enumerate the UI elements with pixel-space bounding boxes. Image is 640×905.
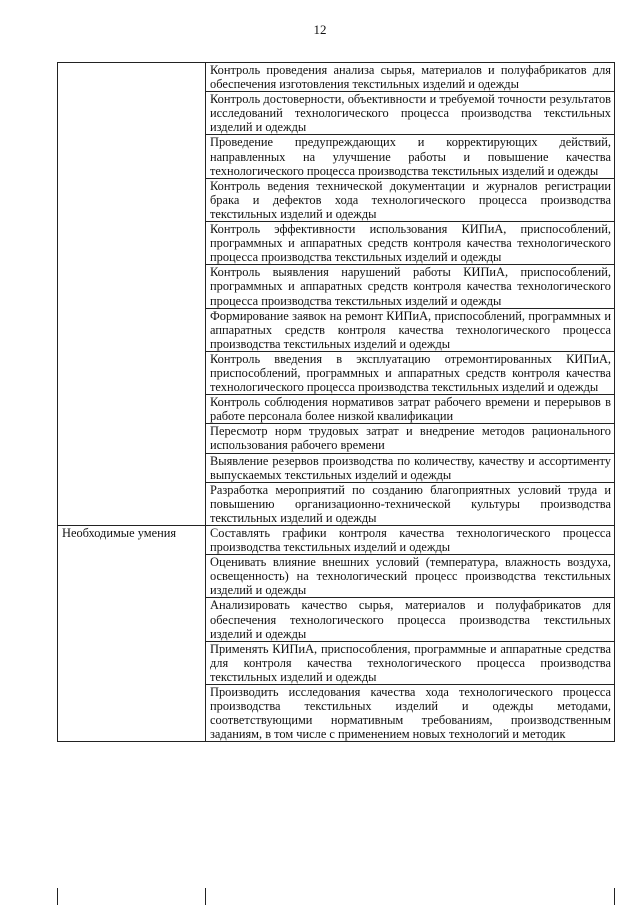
- group-label-cell: [58, 63, 206, 526]
- table-border: [57, 888, 58, 905]
- item-cell: [206, 555, 615, 598]
- item-text: Контроль выявления нарушений работы КИПиА, приспособлений, программных и аппаратных средств контроля качества технологического процесса производства текстильных изделий и одежды: [210, 265, 611, 308]
- page-number: 12: [313, 22, 327, 37]
- item-text: Формирование заявок на ремонт КИПиА, приспособлений, программных и аппаратных средств контроля качества технологического процесса производства текстильных изделий и одежды: [210, 308, 611, 351]
- item-cell: [206, 641, 615, 684]
- item-cell: [206, 178, 615, 221]
- item-text: Пересмотр норм трудовых затрат и внедрение методов рационального использования рабочего времени: [210, 424, 611, 453]
- table-border: [205, 888, 206, 905]
- item-text: Контроль ведения технической документации и журналов регистрации брака и дефектов хода технологического процесса производства текстильных изделий и одежды: [210, 178, 611, 221]
- item-cell: [206, 63, 615, 92]
- item-text: Проведение предупреждающих и корректирующих действий, направленных на улучшение работы и повышение качества технологического процесса производства текстильных изделий и одежды: [210, 135, 611, 178]
- item-text: Контроль соблюдения нормативов затрат рабочего времени и перерывов в работе персонала более низкой квалификации: [210, 395, 611, 424]
- item-text: Разработка мероприятий по созданию благоприятных условий труда и повышению организационно-технической культуры производства текстильных изделий и одежды: [210, 482, 611, 525]
- item-text: Применять КИПиА, приспособления, программные и аппаратные средства для контроля качества технологического процесса производства текстильных изделий и одежды: [210, 641, 611, 684]
- item-cell: [206, 395, 615, 424]
- item-cell: [206, 92, 615, 135]
- table-row: [58, 526, 615, 555]
- item-cell: [206, 598, 615, 641]
- table-border: [614, 888, 615, 905]
- item-cell: [206, 308, 615, 351]
- item-text: Выявление резервов производства по количеству, качеству и ассортименту выпускаемых текстильных изделий и одежды: [210, 453, 611, 482]
- item-cell: [206, 424, 615, 453]
- item-text: Контроль достоверности, объективности и требуемой точности результатов исследований технологического процесса производства текстильных изделий и одежды: [210, 92, 611, 135]
- item-text: Контроль введения в эксплуатацию отремонтированных КИПиА, приспособлений, программных и аппаратных средств контроля качества технологического процесса производства текстильных изделий и одежды: [210, 351, 611, 395]
- item-text: Составлять графики контроля качества технологического процесса производства текстильных изделий и одежды: [210, 526, 611, 555]
- item-text: Контроль эффективности использования КИПиА, приспособлений, программных и аппаратных средств контроля качества технологического процесса производства текстильных изделий и одежды: [210, 222, 611, 265]
- table-row: [58, 63, 615, 92]
- table-body: [58, 63, 615, 742]
- item-cell: [206, 265, 615, 308]
- item-cell: [206, 135, 615, 178]
- item-cell: [206, 453, 615, 482]
- item-cell: [206, 222, 615, 265]
- item-text: Производить исследования качества хода технологического процесса производства текстильных изделий и одежды методами, соответствующими нормативным требованиям, производственным заданиям, в том числе с применением новых технологий и методик: [210, 685, 611, 742]
- item-cell: [206, 351, 615, 394]
- item-text: Анализировать качество сырья, материалов и полуфабрикатов для обеспечения технологического процесса производства текстильных изделий и одежды: [210, 598, 611, 641]
- item-cell: [206, 685, 615, 742]
- item-cell: [206, 526, 615, 555]
- item-text: Оценивать влияние внешних условий (температура, влажность воздуха, освещенность) на технологический процесс производства текстильных изделий и одежды: [210, 555, 611, 598]
- item-text: Контроль проведения анализа сырья, материалов и полуфабрикатов для обеспечения изготовления текстильных изделий и одежды: [210, 63, 611, 92]
- item-cell: [206, 482, 615, 525]
- competency-table: [57, 62, 615, 742]
- group-label-cell: Необходимые умения: [58, 526, 206, 742]
